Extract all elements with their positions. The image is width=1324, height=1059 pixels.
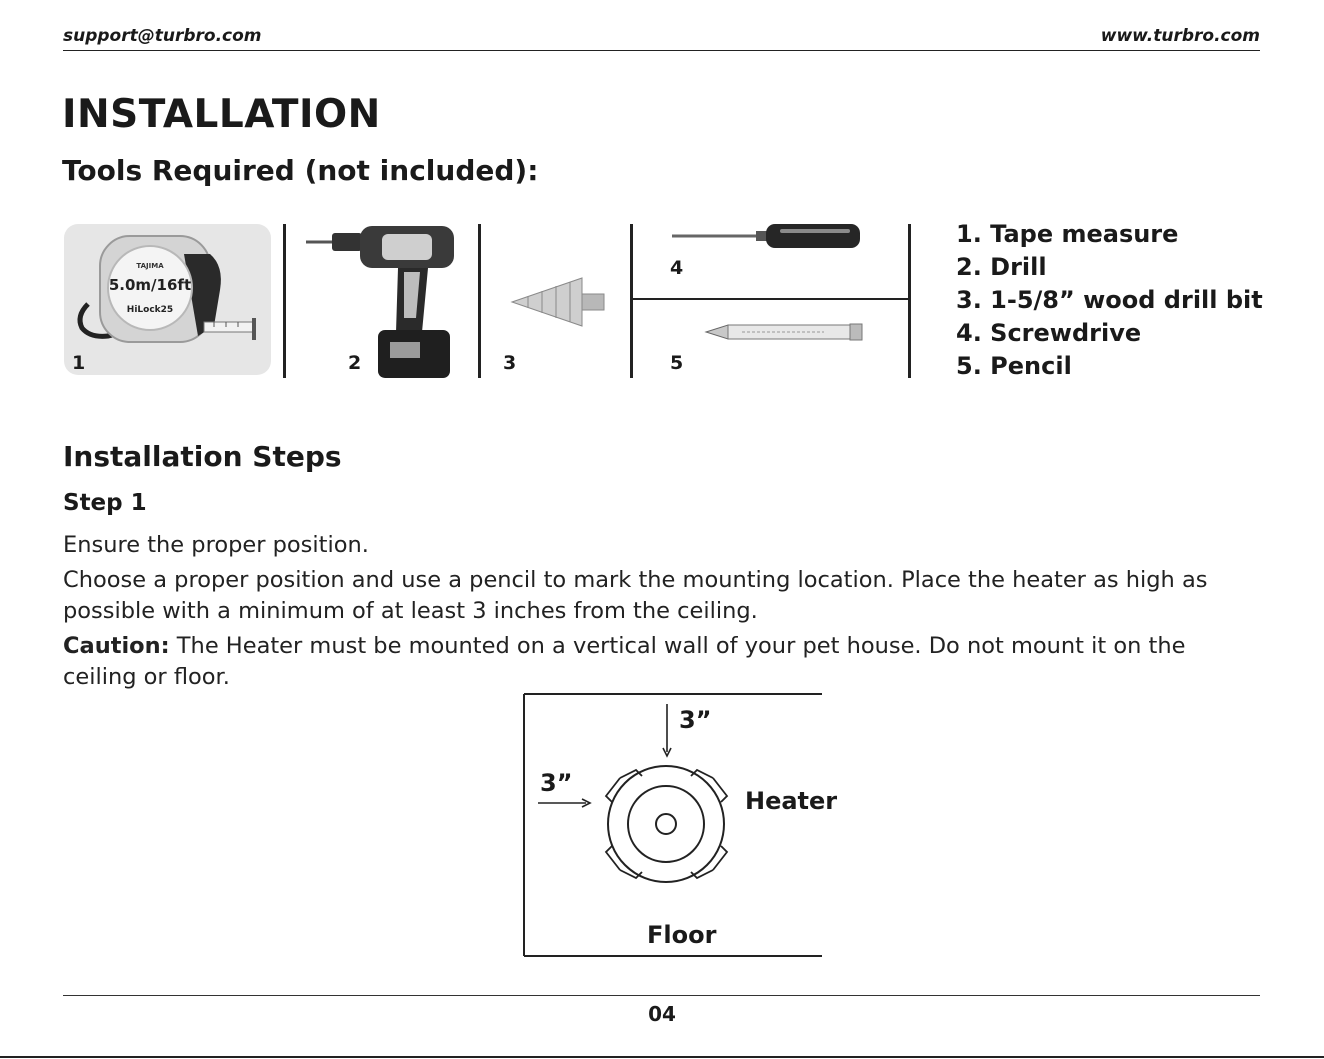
pencil-image [704, 322, 864, 342]
tool-number-2: 2 [348, 352, 362, 374]
footer-divider [63, 995, 1260, 996]
tool-number-1: 1 [72, 352, 86, 374]
tool-list-item: 3. 1-5/8” wood drill bit [956, 286, 1263, 314]
tool-number-3: 3 [503, 352, 517, 374]
step-1-intro: Ensure the proper position. [63, 532, 369, 558]
header-divider [63, 50, 1260, 51]
page-title: INSTALLATION [62, 92, 381, 137]
heater-icon [606, 766, 727, 882]
caution-paragraph [63, 631, 1260, 693]
tool-divider [630, 224, 633, 378]
caution-text: The Heater must be mounted on a vertical wall of your pet house. Do not mount it on the ceiling or floor. [63, 633, 1186, 690]
tool-divider [283, 224, 286, 378]
step-1-label: Step 1 [63, 490, 147, 516]
tool-divider [633, 298, 910, 300]
tape-model-label: HiLock25 [126, 305, 174, 315]
tool-list [956, 218, 1263, 383]
tool-number-5: 5 [670, 352, 684, 374]
caution-label: Caution: [63, 633, 170, 659]
heater-label: Heater [745, 787, 838, 815]
steps-heading: Installation Steps [63, 440, 342, 473]
tape-measure-image [64, 224, 271, 375]
tool-list-item: 1. Tape measure [956, 220, 1179, 248]
side-clearance-label: 3” [540, 769, 573, 797]
tool-divider [908, 224, 911, 378]
screwdriver-image [668, 222, 863, 250]
mounting-diagram [520, 690, 850, 964]
support-email: support@turbro.com [63, 26, 262, 46]
drill-image [300, 220, 460, 380]
tools-heading: Tools Required (not included): [62, 154, 539, 187]
step-1-body: Choose a proper position and use a pencil to mark the mounting location. Place the heater as high as possible with a minimum of at least 3 inches from the ceiling. [63, 567, 1208, 624]
svg-text:TAJIMA: TAJIMA [136, 262, 164, 270]
website-url: www.turbro.com [1100, 26, 1260, 46]
tape-scale-label: 5.0m/16ft [108, 276, 192, 294]
top-clearance-label: 3” [679, 706, 712, 734]
tool-divider [478, 224, 481, 378]
page-bottom-border [0, 1056, 1324, 1058]
tool-list-item: 4. Screwdrive [956, 319, 1142, 347]
tool-list-item: 2. Drill [956, 253, 1047, 281]
page-number: 04 [648, 1002, 676, 1026]
tool-number-4: 4 [670, 257, 684, 279]
floor-label: Floor [647, 921, 717, 949]
tool-list-item: 5. Pencil [956, 352, 1072, 380]
drill-bit-image [508, 274, 608, 332]
